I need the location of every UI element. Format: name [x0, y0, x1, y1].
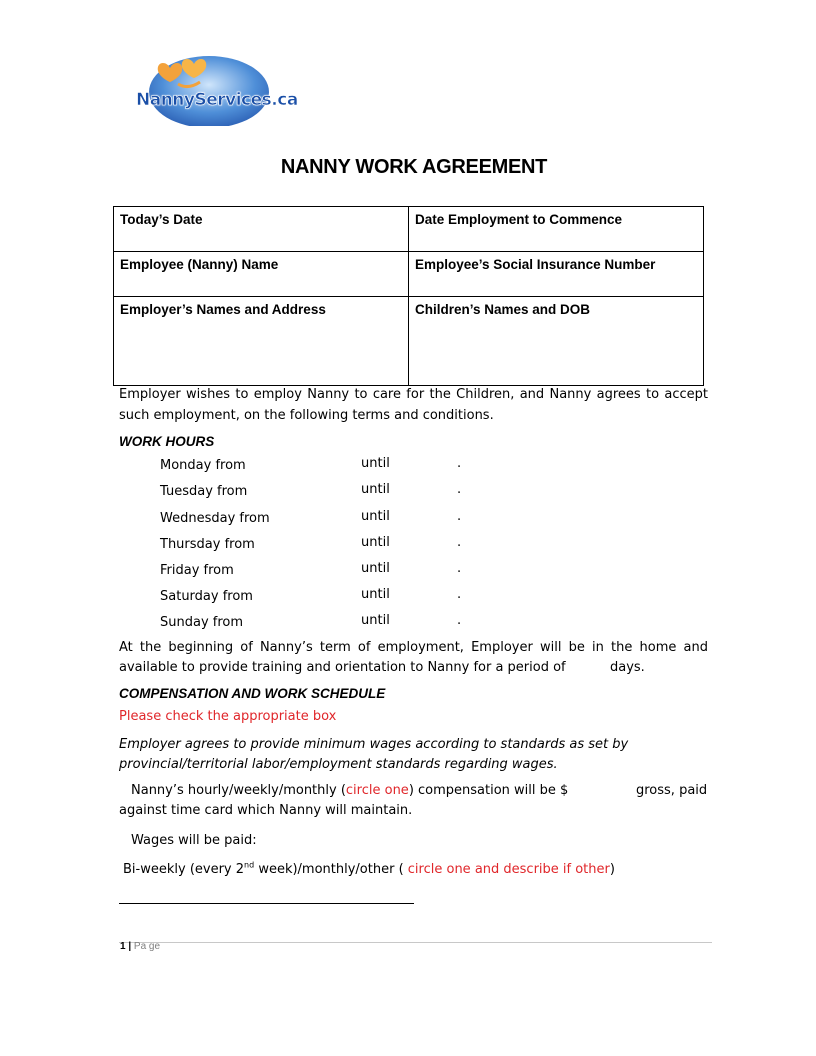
- employment-start-cell[interactable]: [409, 207, 704, 252]
- biweekly-b: week)/monthly/other (: [254, 862, 408, 877]
- employee-name-label: Employee (Nanny) Name: [120, 257, 279, 272]
- biweekly-c: ): [609, 862, 615, 877]
- sin-label: Employee’s Social Insurance Number: [415, 257, 656, 272]
- employment-start-label: Date Employment to Commence: [415, 212, 623, 227]
- training-days-label: days.: [610, 660, 645, 675]
- signature-line[interactable]: [119, 903, 414, 904]
- children-cell[interactable]: [409, 297, 704, 386]
- training-line-1: At the beginning of Nanny’s term of employment, Employer will be in the home and: [119, 640, 708, 655]
- footer-divider: [119, 942, 712, 943]
- end-time-field[interactable]: .: [457, 456, 462, 471]
- day-label: Sunday from: [160, 615, 244, 630]
- until-label: until: [361, 482, 390, 497]
- page-footer: [120, 941, 160, 952]
- work-day-row: [148, 537, 255, 552]
- rate-prefix: Nanny’s hourly/weekly/monthly (: [131, 783, 346, 798]
- end-time-field[interactable]: .: [457, 509, 462, 524]
- biweekly-a: Bi-weekly (every 2: [123, 862, 245, 877]
- todays-date-cell[interactable]: [114, 207, 409, 252]
- page-number: 1: [120, 941, 126, 952]
- page-title: NANNY WORK AGREEMENT: [280, 156, 548, 178]
- intro-line-1: Employer wishes to employ Nanny to care for the Children, and Nanny agrees to accept: [119, 387, 708, 402]
- work-day-row: [148, 615, 243, 630]
- work-day-row: [148, 484, 247, 499]
- end-time-field[interactable]: .: [457, 535, 462, 550]
- employer-label: Employer’s Names and Address: [120, 302, 326, 317]
- min-wage-line-1: Employer agrees to provide minimum wages according to standards as set by: [119, 737, 629, 752]
- employer-cell[interactable]: [114, 297, 409, 386]
- check-box-note: Please check the appropriate box: [119, 709, 337, 724]
- end-time-field[interactable]: .: [457, 482, 462, 497]
- todays-date-label: Today’s Date: [120, 212, 203, 227]
- min-wage-line-2: provincial/territorial labor/employment standards regarding wages.: [119, 757, 558, 772]
- work-hours-heading: WORK HOURS: [119, 434, 215, 449]
- logo-text: NannyServices.ca: [136, 90, 298, 110]
- end-time-field[interactable]: .: [457, 561, 462, 576]
- rate-suffix: ) compensation will be $: [408, 783, 569, 798]
- intro-line-2: such employment, on the following terms and conditions.: [119, 408, 494, 423]
- day-label: Tuesday from: [160, 484, 248, 499]
- day-label: Monday from: [160, 458, 246, 473]
- until-label: until: [361, 613, 390, 628]
- work-day-row: [148, 589, 253, 604]
- until-label: until: [361, 587, 390, 602]
- biweekly-circle-note: circle one and describe if other: [407, 862, 610, 877]
- pay-frequency-line: [123, 859, 615, 880]
- rate-gross: gross, paid: [636, 783, 708, 798]
- rate-circle-note: circle one: [345, 783, 409, 798]
- day-label: Saturday from: [160, 589, 253, 604]
- training-line-2: [119, 657, 566, 678]
- work-day-row: [148, 458, 246, 473]
- sin-cell[interactable]: [409, 252, 704, 297]
- compensation-heading: COMPENSATION AND WORK SCHEDULE: [119, 686, 386, 701]
- end-time-field[interactable]: .: [457, 613, 462, 628]
- children-label: Children’s Names and DOB: [415, 302, 591, 317]
- work-day-row: [148, 511, 270, 526]
- training-line-2-text: available to provide training and orientation to Nanny for a period of: [119, 660, 566, 675]
- employee-name-cell[interactable]: [114, 252, 409, 297]
- until-label: until: [361, 535, 390, 550]
- day-label: Friday from: [160, 563, 234, 578]
- employment-info-table: [113, 206, 704, 386]
- until-label: until: [361, 509, 390, 524]
- biweekly-sup: nd: [244, 860, 255, 870]
- until-label: until: [361, 561, 390, 576]
- end-time-field[interactable]: .: [457, 587, 462, 602]
- footer-separator: |: [125, 941, 134, 952]
- page-label: Pa ge: [133, 941, 161, 952]
- wages-paid-label: Wages will be paid:: [131, 833, 257, 848]
- until-label: until: [361, 456, 390, 471]
- company-logo: [130, 50, 298, 126]
- work-day-row: [148, 563, 234, 578]
- wages-paid-line: [119, 830, 257, 851]
- rate-line-2: against time card which Nanny will maintain.: [119, 803, 413, 818]
- rate-line-1: [119, 780, 568, 801]
- day-label: Wednesday from: [160, 511, 270, 526]
- day-label: Thursday from: [160, 537, 255, 552]
